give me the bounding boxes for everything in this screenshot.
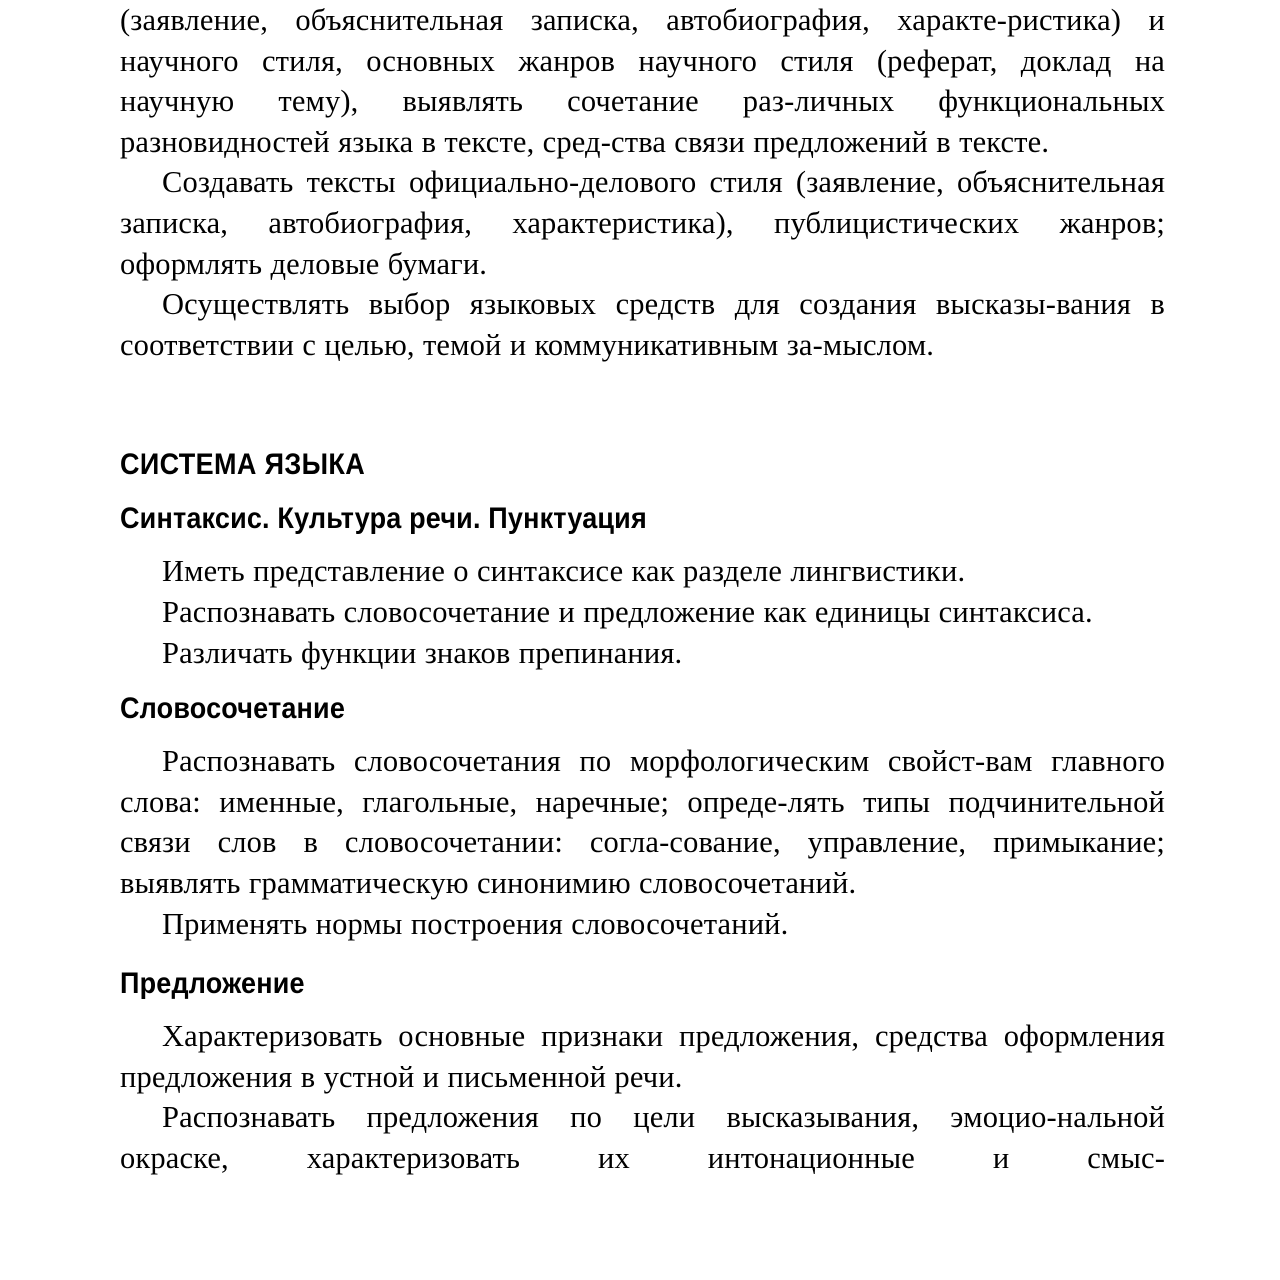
subheading-sentence: Предложение [120, 967, 305, 1001]
paragraph-syntax-units: Распознавать словосочетание и предложение как единицы синтаксиса. [162, 594, 1093, 629]
paragraph-sentence-main-features: Характеризовать основные признаки предложения, средства оформления предложения в устной и письменной речи. [120, 1019, 1165, 1094]
spacer-after-section [120, 483, 1165, 501]
spacer-before-section [120, 365, 1165, 447]
paragraph-phrase-morphological-properties: Распознавать словосочетания по морфологическим свойст-вам главного слова: именные, глагольные, наречные; опреде-лять типы подчинительной связи слов в словосочетании: согла-сование, управление, примыкание; выявлять грамматическую синонимию словосочетаний. [120, 744, 1165, 900]
spacer-after-subheading-phrase [120, 727, 1165, 741]
section-heading-system-of-language: СИСТЕМА ЯЗЫКА [120, 448, 366, 482]
spacer-after-subheading-sentence [120, 1002, 1165, 1016]
paragraph-choose-means: Осуществлять выбор языковых средств для создания высказы-вания в соответствии с целью, темой и коммуникативным за-мыслом. [120, 287, 1165, 362]
paragraph-syntax-punctuation-functions: Различать функции знаков препинания. [162, 635, 683, 670]
spacer-before-subheading-sentence [120, 944, 1165, 966]
paragraph-create-texts: Создавать тексты официально-делового стиля (заявление, объяснительная записка, автобиография, характеристика), публицистических жанров; оформлять деловые бумаги. [120, 165, 1165, 281]
paragraph-syntax-overview: Иметь представление о синтаксисе как разделе лингвистики. [162, 554, 966, 589]
subheading-phrase: Словосочетание [120, 692, 346, 726]
paragraph-sentence-purpose-emotion: Распознавать предложения по цели высказывания, эмоцио-нальной окраске, характеризовать их интонационные и смыс- [120, 1100, 1165, 1175]
paragraph-phrase-norms: Применять нормы построения словосочетаний. [162, 906, 789, 941]
subheading-syntax-speech-culture-punctuation: Синтаксис. Культура речи. Пунктуация [120, 502, 647, 536]
spacer-before-subheading-phrase [120, 673, 1165, 691]
spacer-after-subheading-syntax [120, 537, 1165, 551]
paragraph-intro-continued: (заявление, объяснительная записка, автобиография, характе-ристика) и научного стиля, основных жанров научного стиля (реферат, доклад на научную тему), выявлять сочетание раз-личных функциональных разновидностей языка в тексте, сред-ства связи предложений в тексте. [120, 3, 1165, 159]
